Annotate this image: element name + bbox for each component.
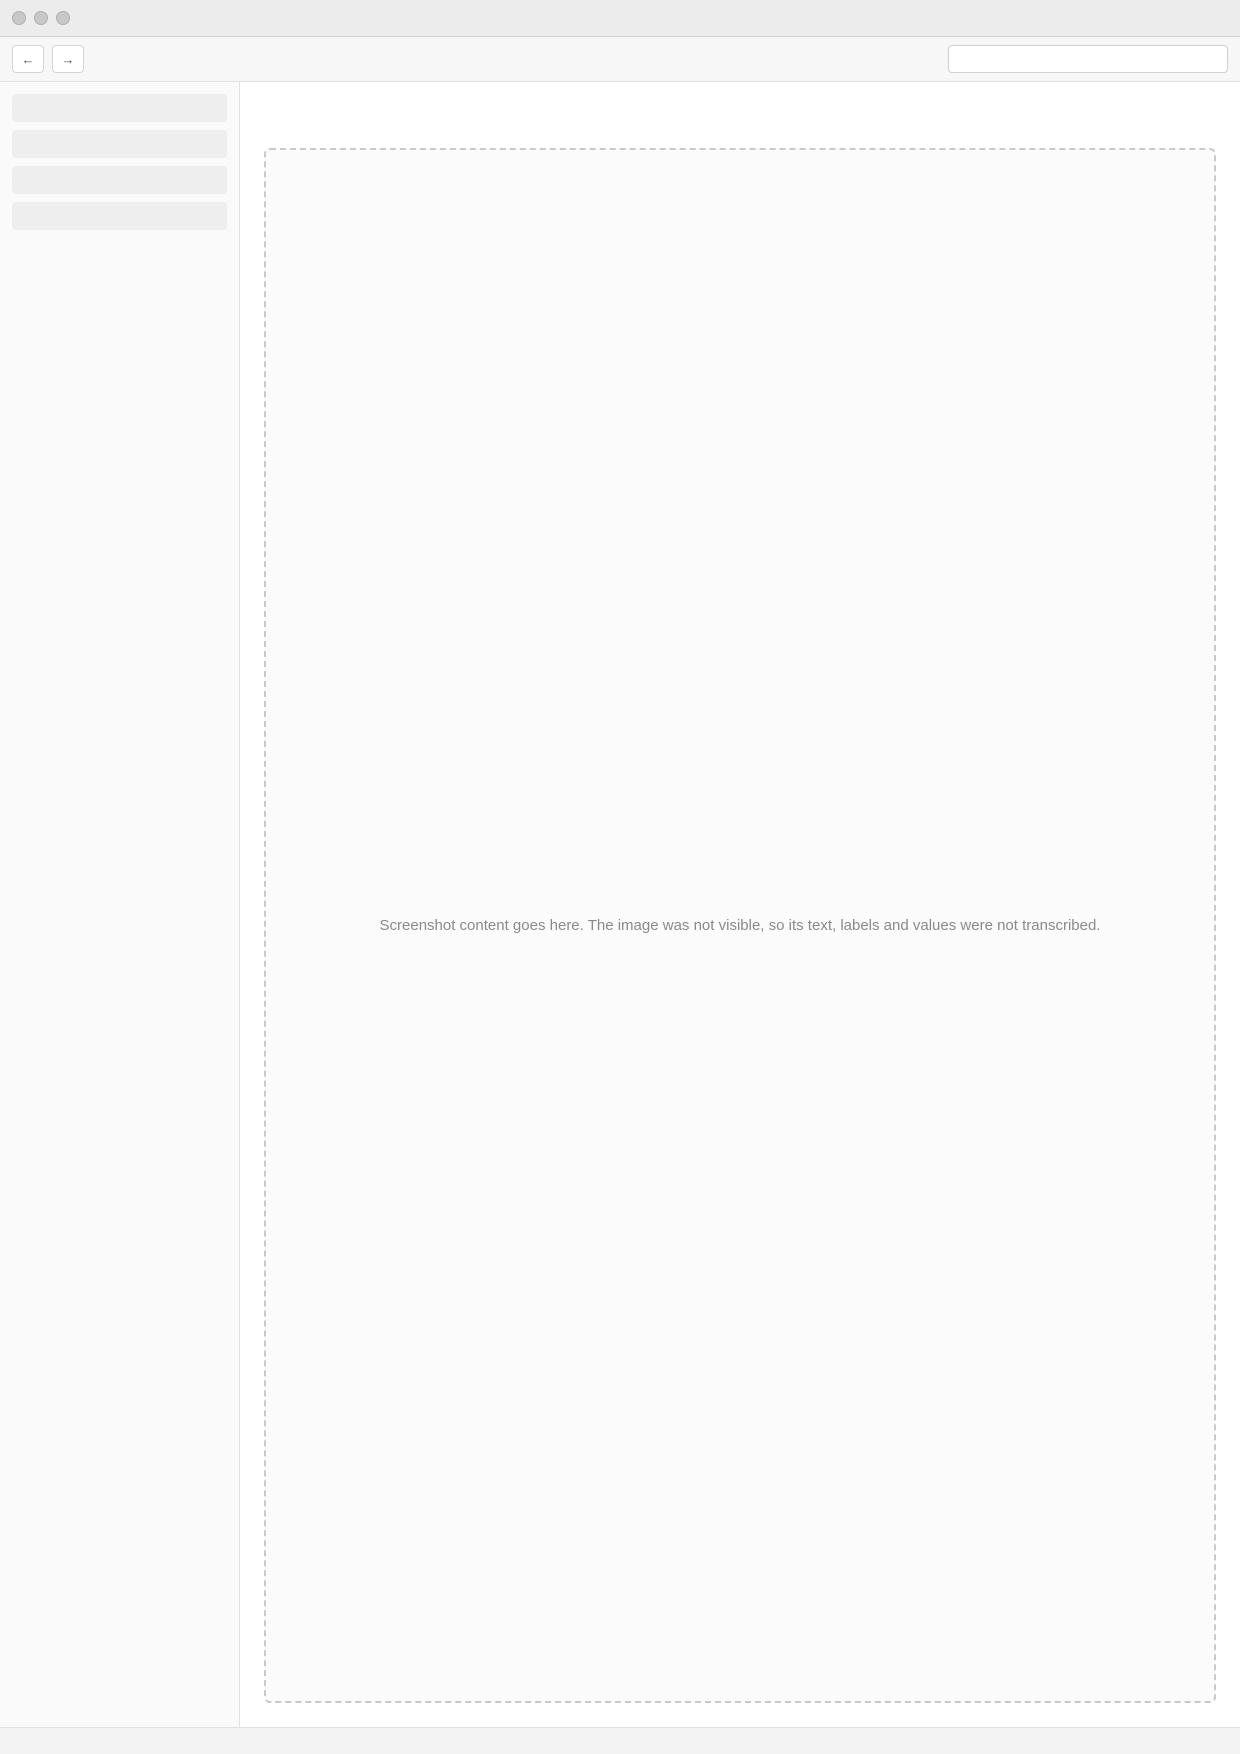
- sidebar: [0, 82, 240, 1727]
- search-input[interactable]: [948, 45, 1228, 73]
- sidebar-item[interactable]: [12, 94, 227, 122]
- sidebar-item[interactable]: [12, 166, 227, 194]
- back-icon[interactable]: ←: [12, 45, 44, 73]
- close-icon[interactable]: [12, 11, 26, 25]
- window-title: [80, 10, 1228, 26]
- title-bar: [0, 0, 1240, 37]
- toolbar: [0, 37, 1240, 82]
- sidebar-item[interactable]: [12, 202, 227, 230]
- main-content: [240, 82, 1240, 1727]
- window-controls: [12, 11, 70, 25]
- forward-icon[interactable]: →: [52, 45, 84, 73]
- minimize-icon[interactable]: [34, 11, 48, 25]
- body-row: [0, 82, 1240, 1727]
- sidebar-item[interactable]: [12, 130, 227, 158]
- content-placeholder: Screenshot content goes here. The image was not visible, so its text, labels and values were not transcribed.: [264, 148, 1216, 1703]
- maximize-icon[interactable]: [56, 11, 70, 25]
- page-title: [264, 106, 1216, 132]
- status-bar: [0, 1727, 1240, 1754]
